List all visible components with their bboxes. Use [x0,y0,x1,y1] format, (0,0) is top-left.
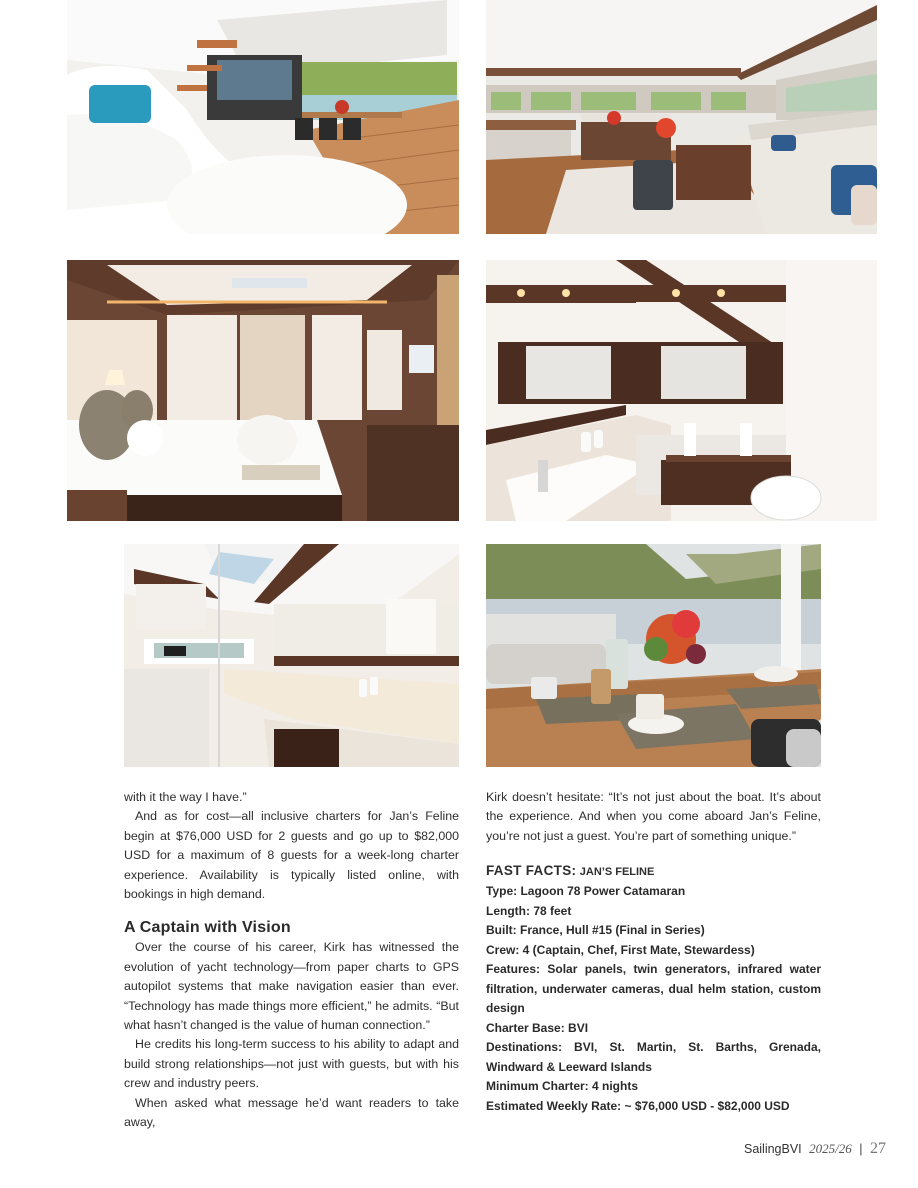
page-footer [744,1140,886,1158]
paragraph-career: Over the course of his career, Kirk has witnessed the evolution of yacht technology—from paper charts to GPS autopilot systems that make navigation easier than ever. “Technology has made things more efficient,” he admits. “But what hasn’t changed is the value of human connection.” [124,940,459,1033]
fast-facts-heading [486,861,821,882]
fact-weekly-rate: Estimated Weekly Rate: ~ $76,000 USD - $82,000 USD [486,1098,790,1113]
fact-length: Length: 78 feet [486,903,572,918]
article-right-column [486,788,821,1116]
fact-type: Type: Lagoon 78 Power Catamaran [486,884,686,899]
photo-shower-bathroom [124,544,459,767]
photo-dining-table-setting [486,544,821,767]
paragraph-continuation: with it the way I have.” [124,790,247,804]
fact-minimum-charter: Minimum Charter: 4 nights [486,1079,639,1094]
fact-built: Built: France, Hull #15 (Final in Series) [486,923,705,938]
fact-destinations: Destinations: BVI, St. Martin, St. Barths, Grenada, Windward & Leeward Islands [486,1040,821,1074]
fact-charter-base: Charter Base: BVI [486,1020,589,1035]
section-heading: A Captain with Vision [124,919,291,937]
photo-main-salon [486,0,877,234]
paragraph-quote: Kirk doesn’t hesitate: “It’s not just about the boat. It’s about the experience. And when you come aboard Jan’s Feline, you’re not just a guest. You’re part of something unique.” [486,790,821,843]
fact-crew: Crew: 4 (Captain, Chef, First Mate, Stewardess) [486,942,755,957]
fast-facts-yacht-name: JAN’S FELINE [579,866,655,879]
fast-facts-list [486,882,821,1116]
footer-separator: | [859,1142,863,1156]
paragraph-cost: And as for cost—all inclusive charters for Jan’s Feline begin at $76,000 USD for 2 guests and go up to $82,000 USD for a maximum of 8 guests for a week-long charter experience. Availability is typically listed online, with bookings in high demand. [124,809,459,902]
fact-features: Features: Solar panels, twin generators, infrared water filtration, underwater cameras, dual helm station, custom design [486,962,821,1016]
paragraph-success: He credits his long-term success to his ability to adapt and build strong relationships—not just with guests, but with his crew and industry peers. [124,1037,459,1091]
article-left-column [124,788,459,1133]
photo-ensuite-bathroom [486,260,877,521]
paragraph-message: When asked what message he’d want readers to take away, [124,1095,459,1130]
fast-facts-title: FAST FACTS: [486,863,577,879]
issue-label: 2025/26 [809,1141,852,1156]
page-number: 27 [870,1140,886,1157]
magazine-name: SailingBVI [743,1142,802,1156]
photo-guest-cabin [67,260,459,521]
photo-aft-deck-lounge [67,0,459,234]
